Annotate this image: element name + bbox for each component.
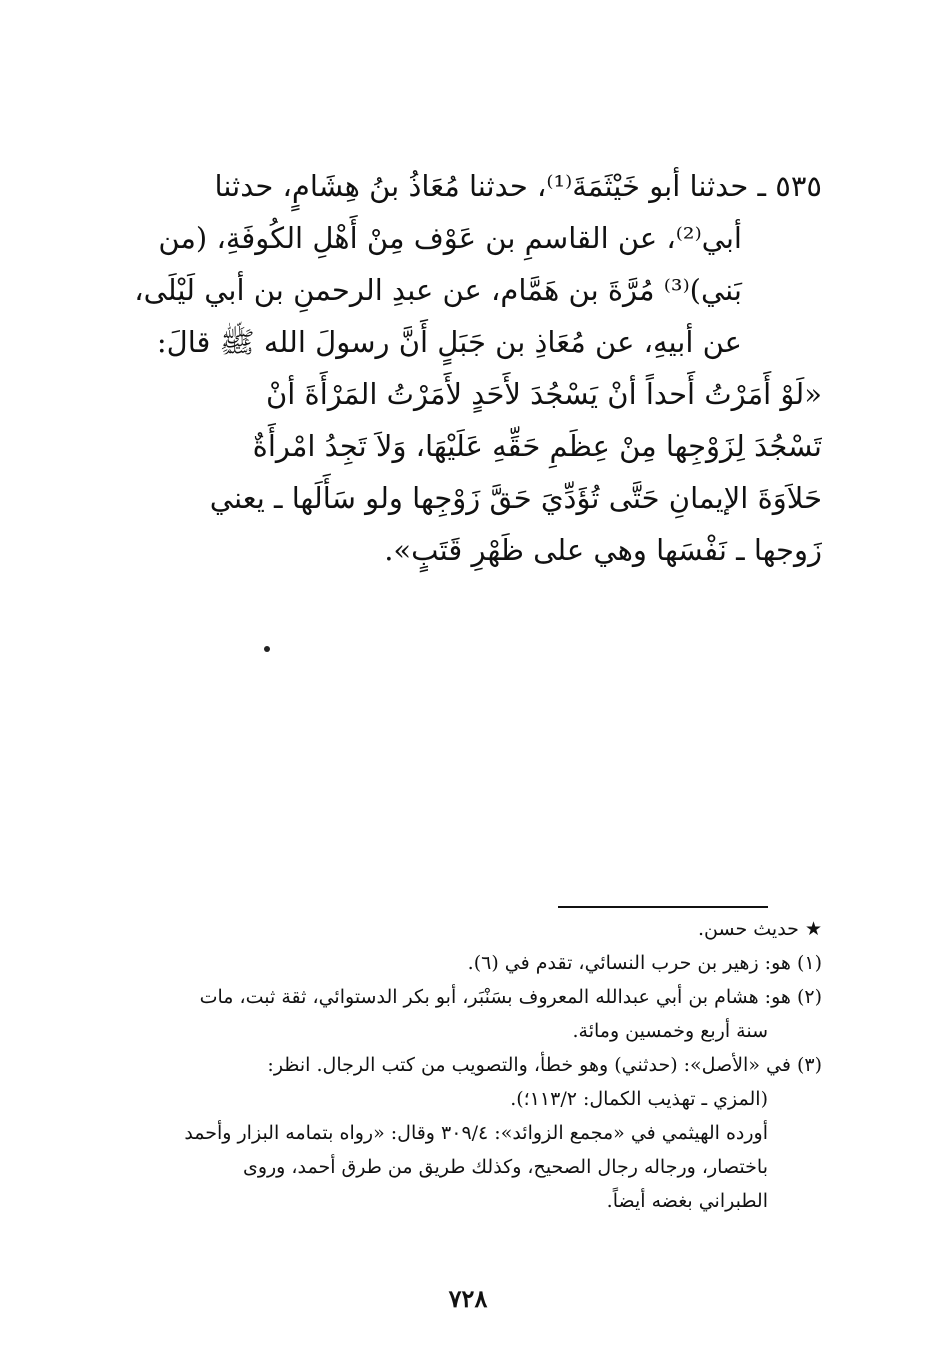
hadith-line: أبي⁽²⁾، عن القاسمِ بن عَوْف مِنْ أَهْلِ الكُوفَةِ، (من — [158, 221, 742, 255]
footnote-separator — [558, 906, 768, 908]
hadith-line: «لَوْ أَمَرْتُ أَحداً أنْ يَسْجُدَ لأَحَدٍ لأَمَرْتُ المَرْأَةَ أنْ — [265, 377, 822, 411]
hadith-line: ٥٣٥ ـ حدثنا أبو خَيْثَمَةَ⁽¹⁾، حدثنا مُعَاذُ بنُ هِشَامٍ، حدثنا — [214, 169, 822, 203]
footnote-3: (٣) في «الأصل»: (حدثني) وهو خطأ، والتصويب من كتب الرجال. انظر: — [267, 1054, 822, 1076]
footnote-3-continued: (المزي ـ تهذيب الكمال: ١١٣/٢؛). — [510, 1088, 768, 1110]
takhrij-line: باختصار، ورجاله رجال الصحيح، وكذلك طريق من طرق أحمد، وروى — [242, 1156, 768, 1178]
footnote-2: (٢) هو: هشام بن أبي عبدالله المعروف بسَنْبَر، أبو بكر الدستوائي، ثقة ثبت، مات — [199, 986, 822, 1008]
page-number: ٧٢٨ — [448, 1284, 488, 1313]
footnotes — [122, 912, 822, 1218]
takhrij-line: الطبراني بغضه أيضاً. — [606, 1190, 768, 1212]
footnote-2-continued: سنة أربع وخمسين ومائة. — [572, 1020, 768, 1042]
hadith-line: زَوجها ـ نَفْسَها وهي على ظَهْرِ قَتَبٍ». — [384, 533, 822, 567]
hadith-text — [122, 160, 822, 576]
footnote-1: (١) هو: زهير بن حرب النسائي، تقدم في (٦). — [467, 952, 822, 974]
takhrij-line: أورده الهيثمي في «مجمع الزوائد»: ٣٠٩/٤ وقال: «رواه بتمامه البزار وأحمد — [184, 1122, 768, 1144]
stray-dot — [264, 646, 270, 652]
hadith-line: تَسْجُدَ لِزَوْجِها مِنْ عِظَمِ حَقِّهِ عَلَيْهَا، وَلاَ تَجِدُ امْرأَةٌ — [252, 429, 822, 463]
hadith-line: عن أبيهِ، عن مُعَاذِ بن جَبَلٍ أَنَّ رسولَ الله ﷺ قالَ: — [156, 325, 742, 359]
hadith-line: بَني)⁽³⁾ مُرَّةَ بن هَمَّام، عن عبدِ الرحمنِ بن أبي لَيْلَى، — [134, 273, 742, 307]
hadith-grade: ★ حديث حسن. — [698, 918, 822, 940]
hadith-line: حَلاَوَةَ الإيمانِ حَتَّى تُؤَدِّيَ حَقَّ زَوْجِها ولو سَأَلَها ـ يعني — [209, 481, 822, 515]
